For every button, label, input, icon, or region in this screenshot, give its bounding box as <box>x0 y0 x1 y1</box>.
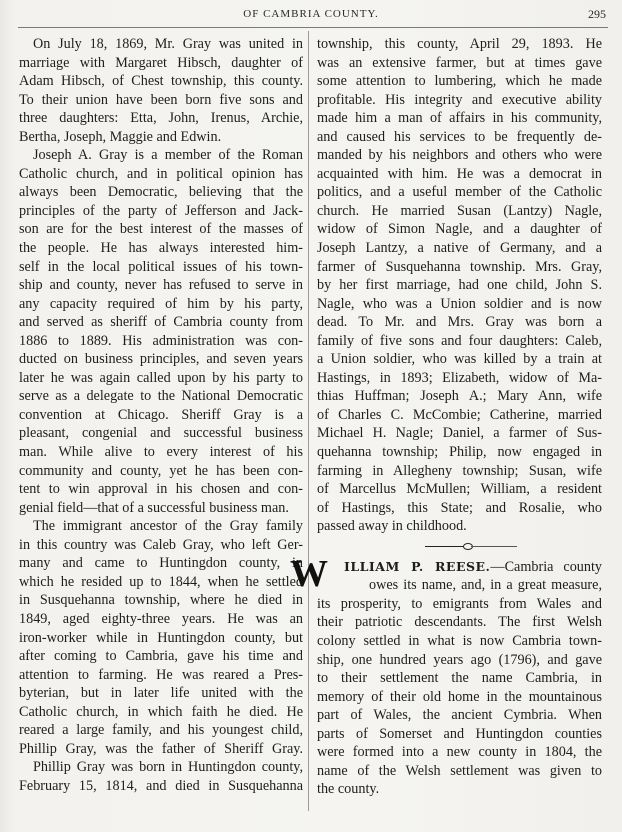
text-line: after coming to Cambria, gave his time and <box>19 648 303 665</box>
text-line: colony settled in what is now Cambria town- <box>317 632 602 649</box>
text-line: memory of their old home in the mountainous <box>317 688 602 705</box>
gray-biography-continued <box>317 35 602 536</box>
text-line: in Susquehanna township, where he died in <box>19 592 303 609</box>
text-line: Adam Hibsch, of Chest township, this county. <box>19 73 303 90</box>
text-line: of Charles C. McCombie; Catherine, married <box>317 406 602 423</box>
text-line: which he resided up to 1844, when he settled <box>19 573 303 590</box>
text-line: of Hastings, this State; and Rosalie, who <box>317 499 602 516</box>
left-column <box>19 35 303 795</box>
text-line: Joseph A. Gray is a member of the Roman <box>33 147 303 164</box>
text-line: byterian, but in later life united with the <box>19 685 303 702</box>
text-line: in this country was Caleb Gray, who left Ger- <box>19 536 303 553</box>
text-line: three daughters: Etta, John, Irenus, Archie, <box>19 110 303 127</box>
text-line: its prosperity, to emigrants from Wales and <box>317 595 602 612</box>
right-column <box>290 35 603 799</box>
text-line: February 15, 1814, and died in Susquehanna <box>19 777 303 794</box>
text-line: principles of the party of Jefferson and Jack- <box>19 202 303 219</box>
text-line: was an extensive farmer, but at times gave <box>317 54 602 71</box>
text-line: thias Huffman; Joseph A.; Mary Ann, wife <box>317 388 602 405</box>
section-ornament-divider <box>317 538 602 558</box>
text-line: farming in Allegheny township; Susan, wife <box>317 462 602 479</box>
entry-heading-rest: —Cambria county <box>490 558 603 575</box>
text-line: name of the Welsh settlement was given to <box>317 762 602 779</box>
drop-cap: W <box>290 552 328 595</box>
text-line: family of five sons and four daughters: Caleb, <box>317 332 602 349</box>
text-line: ship, one hundred years ago (1796), and gave <box>317 651 602 668</box>
text-line: serve as a delegate to the National Democratic <box>19 388 303 405</box>
text-line: ducted on business principles, and seven years <box>19 351 303 368</box>
text-line: part of Wales, the ancient Cymbria. When <box>317 707 602 724</box>
text-line: 1849, aged eighty-three years. He was an <box>19 610 303 627</box>
text-line: profitable. His integrity and executive ability <box>317 91 602 108</box>
text-line: son are for the best interest of the masses of <box>19 221 303 238</box>
text-line: attention to farming. He was reared a Pres- <box>19 666 303 683</box>
text-line: acquainted with him. He was a democrat in <box>317 165 602 182</box>
text-line: some attention to lumbering, which he made <box>317 73 602 90</box>
text-line: Phillip Gray was born in Huntingdon county, <box>33 759 303 776</box>
text-line: a Union soldier, who was killed by a train at <box>317 351 602 368</box>
text-line: Nagle, who was a Union soldier and is now <box>317 295 602 312</box>
text-line: by her first marriage, had one child, John S. <box>317 277 602 294</box>
text-line: marriage with Margaret Hibsch, daughter of <box>19 54 303 71</box>
text-line: many and came to Huntingdon county, in <box>19 555 303 572</box>
text-line: parts of Somerset and Huntingdon counties <box>317 725 602 742</box>
text-line: township, this county, April 29, 1893. He <box>317 36 602 52</box>
text-line: To their union have been born five sons and <box>19 91 303 108</box>
text-line: convention at Chicago. Sheriff Gray is a <box>19 406 303 423</box>
text-line: always been Democratic, believing that the <box>19 184 303 201</box>
text-line: community and county, yet he has been con- <box>19 462 303 479</box>
text-line: manded by his neighbors and others who were <box>317 147 602 164</box>
text-line: Phillip Gray, was the father of Sheriff Gray. <box>19 740 303 757</box>
running-title: OF CAMBRIA COUNTY. <box>243 8 379 20</box>
text-line: farmer of Susquehanna township. Mrs. Gray, <box>317 258 602 275</box>
ornament-line-right <box>471 546 517 547</box>
text-line: the people. He has always interested him- <box>19 240 303 257</box>
text-line: reared a large family, and his youngest child, <box>19 722 303 739</box>
text-line: The immigrant ancestor of the Gray family <box>33 518 303 535</box>
text-line: Michael H. Nagle; Daniel, a farmer of Sus- <box>317 425 602 442</box>
text-line: the county. <box>317 781 380 798</box>
text-line: made him a man of affairs in his community, <box>317 110 602 127</box>
text-line: Bertha, Joseph, Maggie and Edwin. <box>19 128 222 145</box>
entry-heading-name: ILLIAM P. REESE. <box>344 558 491 574</box>
column-divider <box>308 31 309 811</box>
text-line: and caused his services to be frequently de- <box>317 128 602 145</box>
text-line: their patriotic descendants. The first Welsh <box>317 614 602 631</box>
text-line: Joseph Lantzy, a native of Germany, and a <box>317 240 602 257</box>
text-line: Hastings, in 1893; Elizabeth, widow of Ma- <box>317 369 602 386</box>
text-line: self in the local political issues of his town- <box>19 258 303 275</box>
text-line: dead. To Mr. and Mrs. Gray was born a <box>317 314 602 331</box>
text-line: widow of Simon Nagle, and a daughter of <box>317 221 602 238</box>
entry-second-line: owes its name, and, in a great measure, <box>369 577 602 594</box>
text-line: and served as sheriff of Cambria county from <box>19 314 303 331</box>
text-line: pleasant, congenial and successful business <box>19 425 303 442</box>
text-line: passed away in childhood. <box>317 518 467 535</box>
reese-biography <box>290 552 603 799</box>
text-line: to their settlement the name Cambria, in <box>317 670 602 687</box>
text-line: On July 18, 1869, Mr. Gray was united in <box>33 36 303 52</box>
text-line: man. While alive to every interest of his <box>19 444 303 461</box>
text-line: Catholic church, in which faith he died. He <box>19 703 303 720</box>
text-line: 1886 to 1889. His administration was con- <box>19 332 303 349</box>
text-line: Catholic church, and in political opinion has <box>19 165 303 182</box>
text-line: genial field—that of a successful business man. <box>19 499 289 516</box>
text-line: tent to win approval in his chosen and con- <box>19 481 303 498</box>
text-line: iron-worker while in Huntingdon county, but <box>19 629 303 646</box>
text-line: later he was again called upon by his party to <box>19 369 303 386</box>
text-line: any capacity required of him by his party, <box>19 295 303 312</box>
ornament-line-left <box>425 546 465 547</box>
text-line: were formed into a new county in 1804, the <box>317 744 602 761</box>
text-line: church. He married Susan (Lantzy) Nagle, <box>317 202 602 219</box>
page-number: 295 <box>588 7 606 21</box>
text-line: quehanna township; Philip, now engaged in <box>317 444 602 461</box>
text-line: politics, and a useful member of the Catholic <box>317 184 602 201</box>
text-line: of Marcellus McMullen; William, a resident <box>317 481 602 498</box>
text-line: ship and county, never has refused to serve in <box>19 277 303 294</box>
header-rule <box>18 27 608 28</box>
running-head <box>0 7 622 21</box>
